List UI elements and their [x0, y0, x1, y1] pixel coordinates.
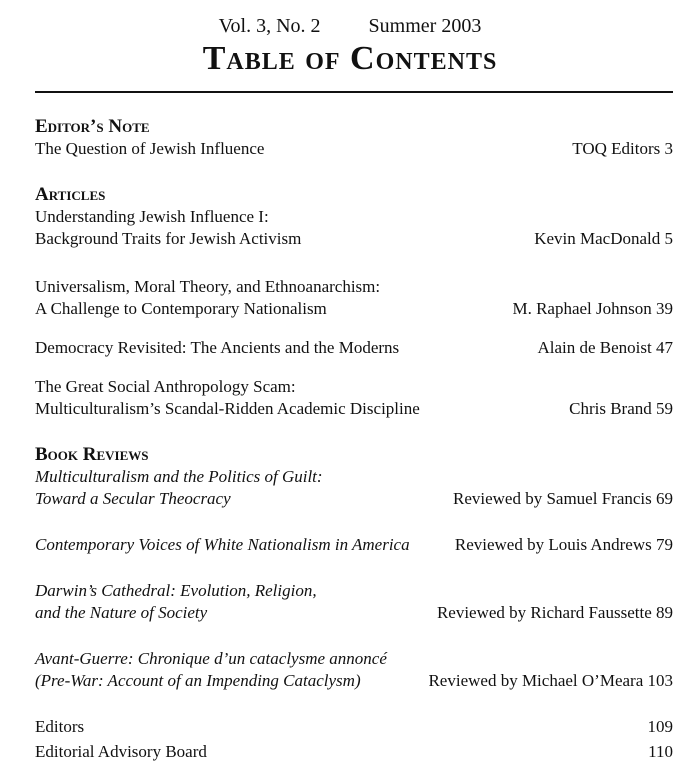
entry-title-line: Contemporary Voices of White Nationalism in America — [35, 535, 410, 554]
entry-attribution — [537, 337, 673, 359]
toc-entry[interactable] — [35, 466, 673, 510]
toc-entry[interactable] — [35, 206, 673, 250]
entry-title-line: The Great Social Anthropology Scam: — [35, 377, 296, 396]
entry-page: 109 — [647, 717, 673, 736]
entry-author: TOQ Editors — [572, 139, 661, 158]
toc-entry[interactable] — [35, 648, 673, 692]
entry-reviewer: Reviewed by Richard Faussette — [436, 603, 652, 622]
entry-title — [35, 337, 399, 359]
entry-title-line: Understanding Jewish Influence I: — [35, 207, 269, 226]
entry-page: 89 — [656, 603, 673, 622]
entry-attribution — [569, 398, 673, 420]
entry-attribution — [534, 228, 673, 250]
entry-title — [35, 580, 317, 624]
entry-reviewer: Reviewed by Michael O’Meara — [428, 671, 644, 690]
issue-line — [0, 15, 700, 38]
entry-title: The Question of Jewish Influence — [35, 139, 265, 158]
entry-reviewer: Reviewed by Samuel Francis — [452, 489, 652, 508]
entry-title-line: Multiculturalism and the Politics of Guilt: — [35, 467, 323, 486]
entry-title: Editorial Advisory Board — [35, 742, 207, 761]
entry-attribution — [428, 670, 673, 692]
entry-page: 69 — [656, 489, 673, 508]
entry-title — [35, 206, 301, 250]
entry-title-line: and the Nature of Society — [35, 603, 208, 622]
entry-title-line: Universalism, Moral Theory, and Ethnoanarchism: — [35, 277, 381, 296]
entry-page: 3 — [664, 139, 673, 158]
toc-entry[interactable] — [35, 138, 673, 160]
title-rule — [35, 91, 673, 93]
entry-title — [35, 534, 410, 556]
toc-entry[interactable] — [35, 580, 673, 624]
entry-page: 103 — [647, 671, 673, 690]
entry-page: 47 — [656, 338, 673, 357]
page-title: Table of Contents — [202, 40, 498, 77]
entry-title-line: Avant-Guerre: Chronique d’un cataclysme annoncé — [35, 649, 387, 668]
entry-attribution — [437, 602, 673, 624]
entry-title-line: Multiculturalism’s Scandal-Ridden Academic Discipline — [35, 399, 420, 418]
entry-author: M. Raphael Johnson — [512, 299, 652, 318]
entry-title-line: Darwin’s Cathedral: Evolution, Religion, — [35, 581, 317, 600]
entry-title — [35, 648, 387, 692]
toc-entry[interactable] — [35, 276, 673, 320]
entry-page: 110 — [648, 742, 673, 761]
entry-author: Alain de Benoist — [537, 338, 652, 357]
entry-title-line: A Challenge to Contemporary Nationalism — [35, 299, 327, 318]
entry-attribution — [455, 534, 673, 556]
entry-page: 59 — [656, 399, 673, 418]
entry-title: Editors — [35, 717, 85, 736]
entry-page: 79 — [656, 535, 673, 554]
toc-content — [35, 116, 673, 763]
issue-volume: Vol. 3, No. 2 — [218, 15, 321, 37]
entry-page: 5 — [664, 229, 673, 248]
entry-attribution — [453, 488, 673, 510]
entry-title-line: Democracy Revisited: The Ancients and the Moderns — [35, 338, 400, 357]
toc-entry[interactable] — [35, 534, 673, 556]
section-heading-editors-note: Editor’s Note — [35, 116, 150, 137]
entry-title — [35, 276, 380, 320]
entry-reviewer: Reviewed by Louis Andrews — [454, 535, 652, 554]
entry-title — [35, 466, 323, 510]
toc-entry-advisory-board[interactable] — [35, 741, 673, 763]
section-heading-articles: Articles — [35, 184, 106, 205]
entry-title-line: Toward a Secular Theocracy — [35, 489, 231, 508]
entry-attribution — [572, 138, 673, 160]
entry-title — [35, 376, 420, 420]
entry-title-line: Background Traits for Jewish Activism — [35, 229, 302, 248]
toc-entry-editors[interactable] — [35, 716, 673, 738]
toc-entry[interactable] — [35, 337, 673, 359]
entry-title-line: (Pre-War: Account of an Impending Cataclysm) — [35, 671, 361, 690]
issue-season: Summer 2003 — [368, 15, 482, 37]
section-heading-book-reviews: Book Reviews — [35, 444, 149, 465]
toc-entry[interactable] — [35, 376, 673, 420]
entry-author: Kevin MacDonald — [534, 229, 661, 248]
entry-author: Chris Brand — [569, 399, 652, 418]
entry-attribution — [512, 298, 673, 320]
entry-page: 39 — [656, 299, 673, 318]
